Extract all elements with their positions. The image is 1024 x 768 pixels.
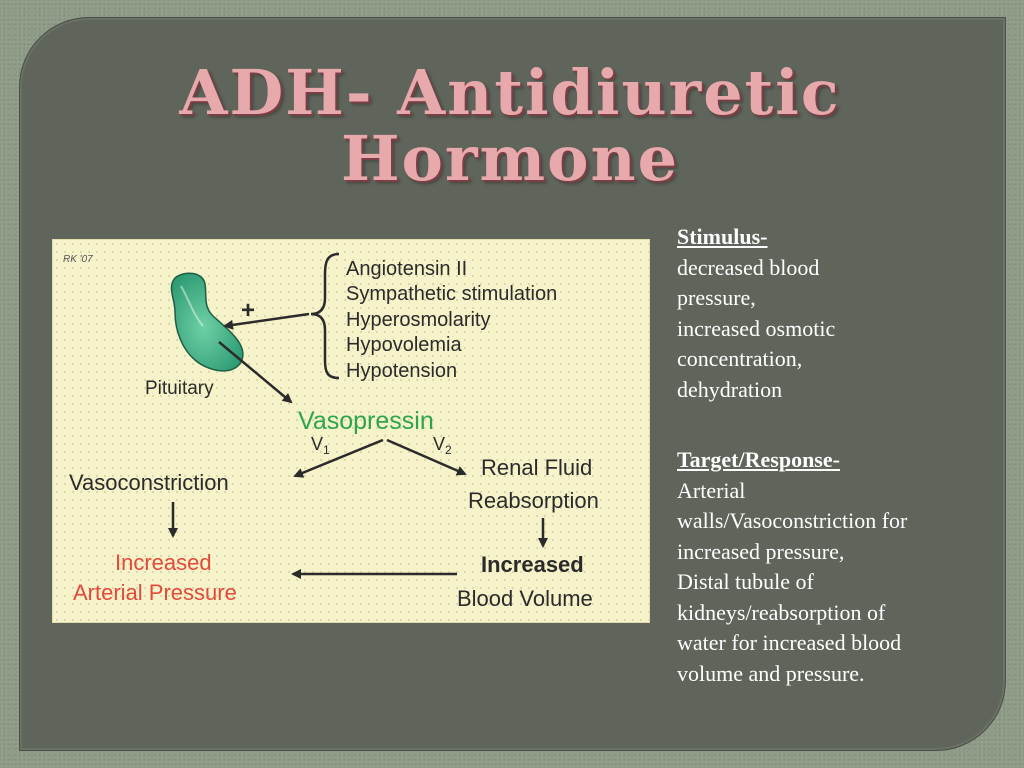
blood-volume-label: Blood Volume	[457, 586, 593, 611]
title-line-1: ADH- Antidiuretic	[179, 56, 841, 129]
target-line: water for increased blood	[677, 630, 902, 655]
stimulus-line: pressure,	[677, 285, 756, 310]
increased-label: Increased	[115, 550, 212, 575]
stimulus-sympathetic: Sympathetic stimulation	[346, 283, 558, 305]
target-line: Arterial	[677, 477, 746, 503]
stimulus-hyperosmolarity: Hyperosmolarity	[346, 309, 491, 331]
stimulus-line: increased osmotic	[677, 315, 836, 341]
signature-text: RK '07	[63, 254, 93, 265]
vasopressin-label: Vasopressin	[298, 407, 434, 435]
stimulus-hypotension: Hypotension	[346, 360, 458, 382]
target-line: increased pressure,	[677, 538, 845, 564]
stimulus-heading: Stimulus-	[677, 224, 768, 249]
stimuli-brace	[311, 254, 339, 378]
title-line-2: Hormone	[340, 122, 680, 195]
slide-title	[80, 56, 940, 195]
stimulus-angiotensin: Angiotensin II	[346, 258, 468, 280]
v1-arrow	[295, 440, 383, 476]
reabsorption-label: Reabsorption	[468, 488, 599, 513]
gland-to-vasopressin-arrow	[219, 342, 291, 402]
target-heading: Target/Response-	[677, 447, 840, 472]
renal-fluid-label: Renal Fluid	[481, 455, 593, 480]
stimuli-arrow	[225, 314, 309, 326]
vasoconstriction-label: Vasoconstriction	[69, 470, 229, 495]
v1-receptor-label: $V_1$	[311, 434, 330, 457]
v2-receptor-label: $V_2$	[433, 434, 452, 457]
stimulus-line: concentration,	[677, 346, 803, 371]
target-line: kidneys/reabsorption of	[677, 599, 886, 625]
stimulus-hypovolemia: Hypovolemia	[346, 334, 462, 356]
stimulus-section	[677, 222, 997, 405]
adh-diagram-svg	[53, 240, 649, 622]
stimulus-line: dehydration	[677, 376, 783, 402]
plus-sign: +	[241, 297, 256, 324]
pituitary-label: Pituitary	[145, 378, 214, 399]
target-line: Distal tubule of	[677, 569, 814, 594]
increased-volume-label: Increased	[481, 552, 584, 577]
adh-diagram	[52, 239, 650, 623]
target-line: volume and pressure.	[677, 660, 865, 686]
target-section	[677, 445, 997, 689]
side-text	[677, 222, 997, 689]
stimulus-line: decreased blood	[677, 254, 820, 280]
arterial-pressure-label: Arterial Pressure	[73, 580, 237, 605]
v2-arrow	[387, 440, 465, 474]
target-line: walls/Vasoconstriction for	[677, 508, 908, 533]
